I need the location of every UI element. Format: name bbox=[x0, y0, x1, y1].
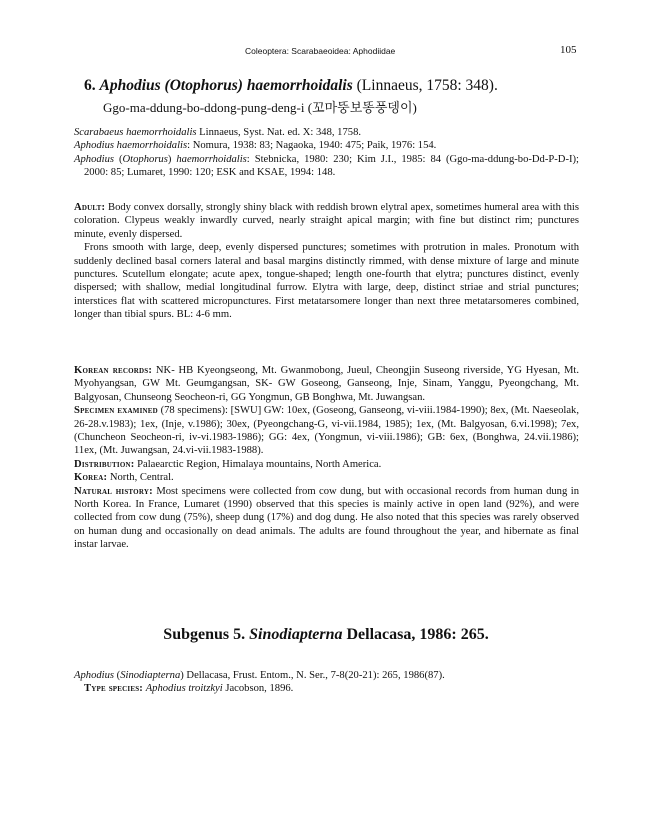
synonym-ref: : Stebnicka, 1980: 230; Kim J.I., 1985: 84 (Ggo-ma-ddung-bo-Dd-P-D-I); 2000: 85; Lumaret, 1990: 120; ESK and KSAE, 1994: 148. bbox=[84, 153, 579, 179]
species-author: (Linnaeus, 1758: 348). bbox=[356, 77, 498, 94]
korean-records-label: Korean records: bbox=[74, 365, 153, 376]
synonym-entry bbox=[74, 139, 579, 152]
korean-records bbox=[74, 364, 579, 404]
synonym-name: Aphodius haemorrhoidalis bbox=[74, 140, 188, 152]
korea-distribution bbox=[74, 471, 579, 484]
synonym-entry bbox=[74, 126, 579, 139]
adult-label: Adult: bbox=[74, 202, 106, 213]
running-title: Coleoptera: Scarabaeoidea: Aphodiidae bbox=[245, 46, 396, 56]
synonym-genus: Aphodius bbox=[74, 153, 115, 165]
distribution bbox=[74, 458, 579, 471]
synonymy-list bbox=[74, 126, 579, 180]
type-species-name: Aphodius troitzkyi bbox=[145, 683, 223, 695]
subgenus-refs bbox=[74, 669, 579, 696]
specimens-examined bbox=[74, 404, 579, 458]
natural-text: Most specimens were collected from cow dung, but with occasional records from human dung in North Korea. In France, Lumaret (1990) observed that this species is mainly active in open land (92%), and were collected from cow dung (75%), sheep dung (17%) and dog dung. He also noted that this species was rarely observed on human dung and occasionally on dead animals. The adults are found throughout the year, and hibernate as final instar larvae. bbox=[74, 485, 580, 551]
records bbox=[74, 364, 579, 552]
korea-text: North, Central. bbox=[107, 472, 174, 484]
synonym-ref: Linnaeus, Syst. Nat. ed. X: 348, 1758. bbox=[196, 127, 362, 138]
synonym-ref: : Nomura, 1938: 83; Nagaoka, 1940: 475; Paik, 1976: 154. bbox=[187, 140, 437, 152]
distribution-text: Palaearctic Region, Himalaya mountains, North America. bbox=[134, 458, 382, 470]
adult-paragraph bbox=[74, 201, 579, 241]
specimen-label: Specimen examined bbox=[74, 405, 158, 417]
korea-label: Korea: bbox=[74, 472, 108, 484]
korean-name: Ggo-ma-ddung-bo-ddong-pung-deng-i (꼬마뚱보똥풍뎅이) bbox=[103, 100, 417, 115]
natural-history bbox=[74, 485, 579, 552]
frons-paragraph: Frons smooth with large, deep, evenly dispersed punctures; sometimes with protrution in males. Pronotum with suddenly declined basal corners lateral and basal margins distinctly rimmed, with dense mixture of large and minute punctures. Scutellum elongate; acute apex, tongue-shaped; length one-fourth that elytra; punctures distinct, evenly dispersed; with shallow, medial longitudinal furrow. Elytra with large, deep, distinct striae and strial punctures; interstices flat with scattered micropunctures. First metatarsomere longer than next three metatarsomeres combined, longer than tibial spurs. BL: 4-6 mm. bbox=[74, 242, 579, 321]
species-number: 6. bbox=[84, 77, 96, 94]
synonym-subgenus: Otophorus bbox=[122, 153, 168, 165]
species-epithet: haemorrhoidalis bbox=[246, 77, 353, 94]
specimen-text: (78 specimens): [SWU] GW: 10ex, (Goseong, Ganseong, vi-viii.1984-1990); 8ex, (Mt. Naeseolak, 26-28.v.1983); 1ex, (Inje, v.1986); 30ex, (Pyeongchang-G, vi-vii.1984, 1985); 1ex, (Mt. Balgyosan, 6.vi.1998); 7ex, (Chuncheon Seocheon-ri, iv-vi.1983-1986); GG: 4ex, (Yongmun, vi-viii.1986); GB: 6ex, (Bonghwa, 24.vii.1986); 11ex, (Mt. Juwangsan, 24.vi-vii.1983-1988). bbox=[74, 405, 579, 457]
subgenus-name: Sinodiapterna bbox=[249, 626, 343, 643]
species-subgenus-wrap bbox=[165, 77, 243, 94]
type-species-label: Type species: bbox=[84, 683, 144, 695]
synonym-entry: Aphodius (Otophorus) haemorrhoidalis: Stebnicka, 1980: 230; Kim J.I., 1985: 84 (Ggo-ma-ddung-bo-Dd-P-D-I); 2000: 85; Lumaret, 1990: 120; ESK and KSAE, 1994: 148. bbox=[74, 153, 579, 179]
species-subgenus: (Otophorus) bbox=[164, 77, 243, 94]
distribution-label: Distribution: bbox=[74, 458, 135, 470]
subgenus-heading: Subgenus 5. Sinodiapterna Dellacasa, 1986: 265. bbox=[163, 626, 489, 643]
subgenus-citation: Aphodius (Sinodiapterna) Dellacasa, Frust. Entom., N. Ser., 7-8(20-21): 265, 1986(87). bbox=[74, 670, 445, 681]
korean-records-text: NK- HB Kyeongseong, Mt. Gwanmobong, Jueul, Cheongjin Suseong riverside, YG Hyesan, Mt. Myohyangsan, GW Mt. Geumgangsan, SK- GW Goseong, Ganseong, Inje, Sinam, Yanggu, Pyeongchang, Mt. Balgyosan, Chunseong Seocheon-ri, GG Yongmun, GB Bonghwa, Mt. Juwangsan. bbox=[74, 365, 579, 403]
description bbox=[74, 201, 579, 322]
adult-text: Body convex dorsally, strongly shiny black with reddish brown elytral apex, sometimes humeral area with this coloration. Clypeus weakly inwardly curved, nearly straight apical margin; with fine but distinct rim; punctures minute, evenly dispersed. bbox=[74, 202, 579, 240]
natural-label: Natural history: bbox=[74, 485, 153, 497]
synonym-epithet: haemorrhoidalis bbox=[176, 153, 247, 165]
species-title bbox=[84, 77, 498, 95]
synonym-name: Scarabaeus haemorrhoidalis bbox=[74, 127, 197, 138]
type-species: Type species: Aphodius troitzkyi Jacobson, 1896. bbox=[84, 683, 294, 695]
page-number: 105 bbox=[560, 44, 577, 56]
species-genus: Aphodius bbox=[99, 77, 161, 94]
